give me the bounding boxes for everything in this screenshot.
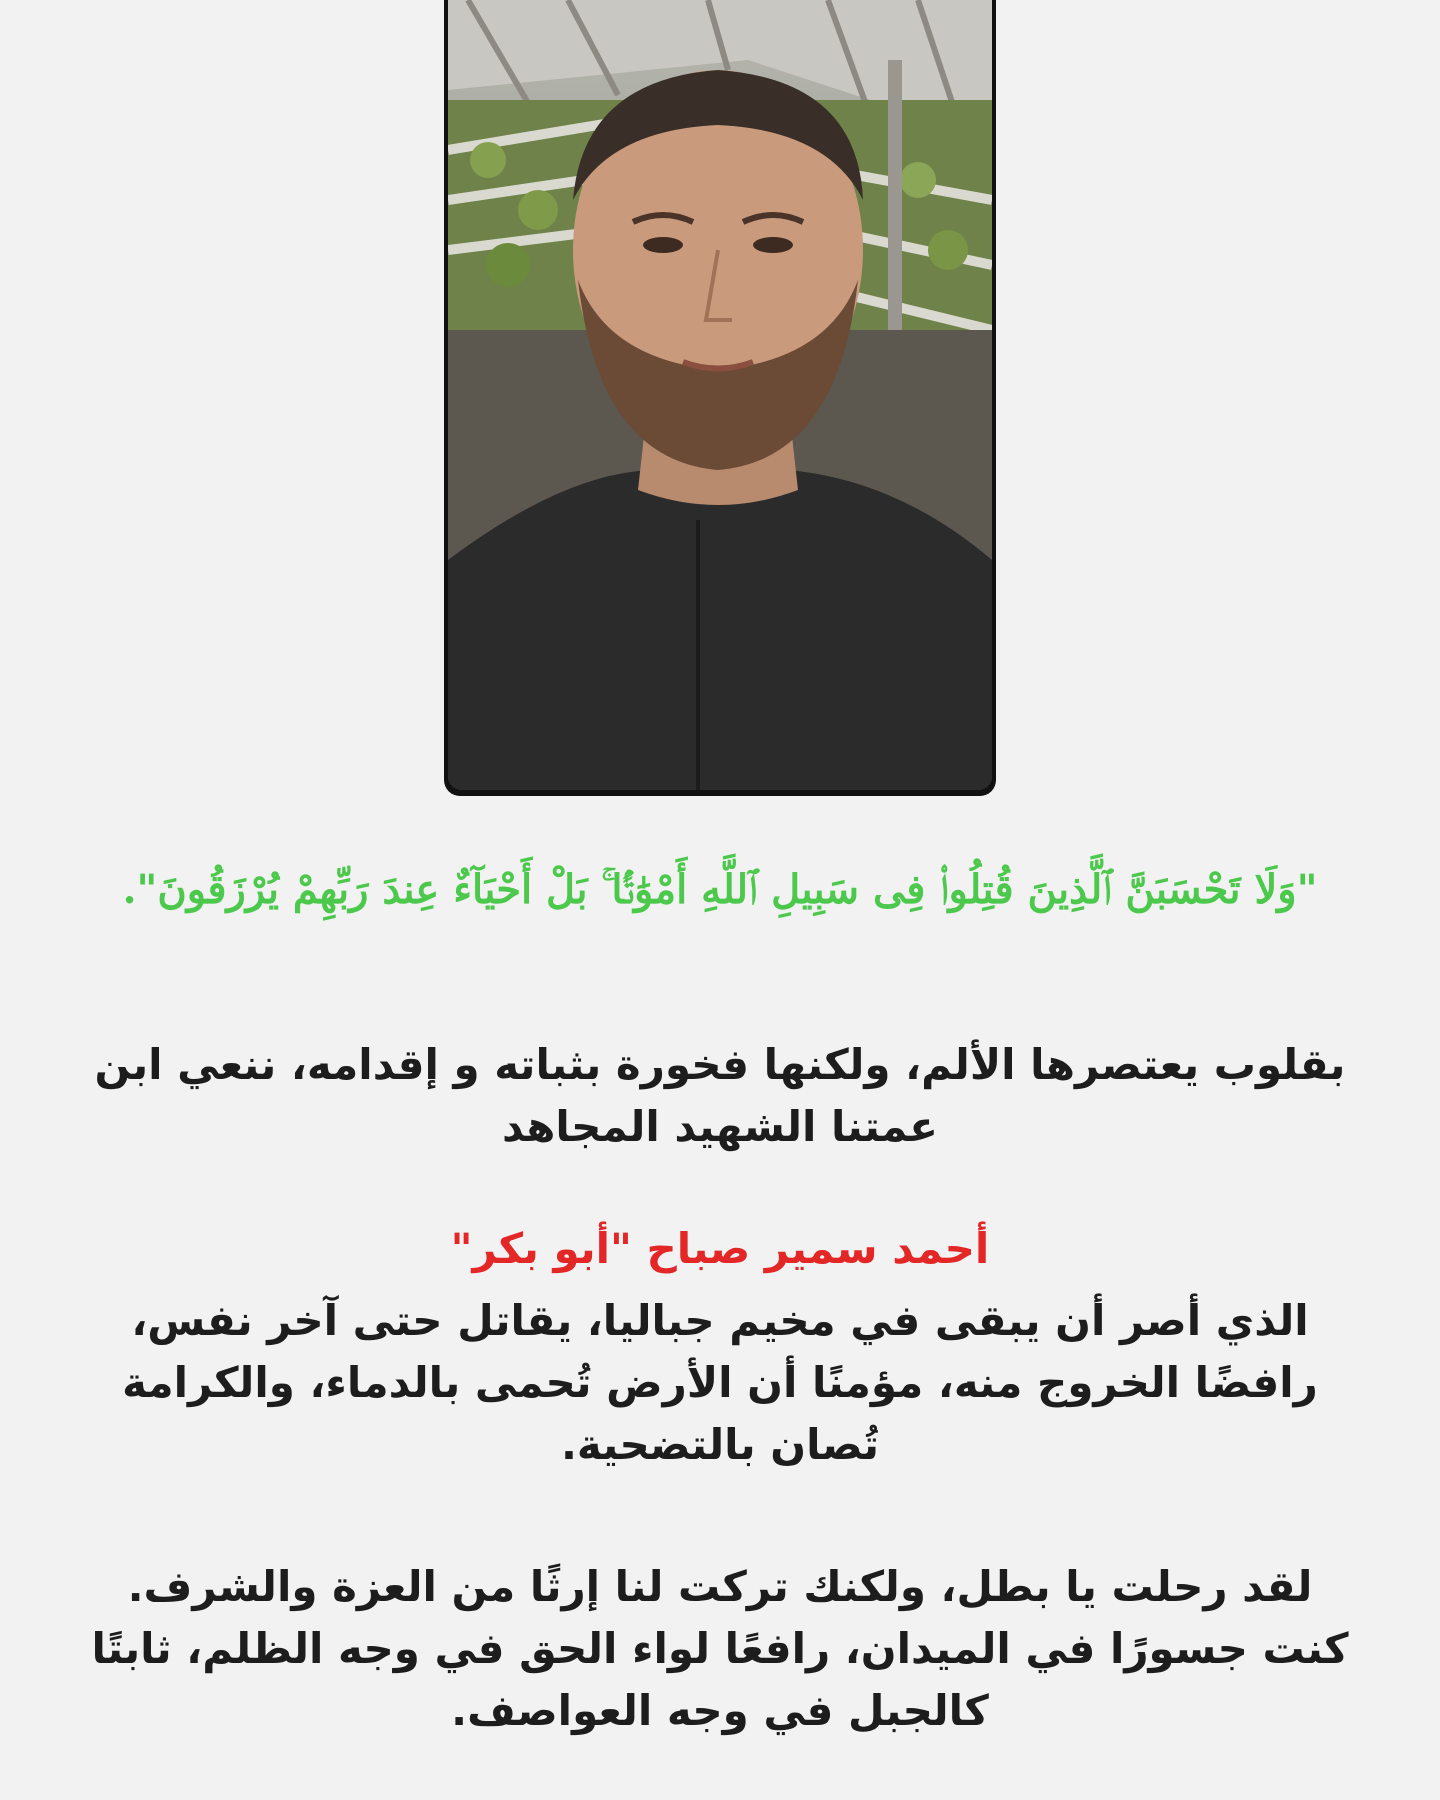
- farewell-paragraph: لقد رحلت يا بطل، ولكنك تركت لنا إرثًا من العزة والشرف. كنت جسورًا في الميدان، رافعًا لواء الحق في وجه الظلم، ثابتًا كالجبل في وجه العواصف.: [91, 1562, 1349, 1735]
- portrait-illustration: [448, 0, 992, 790]
- portrait-image: [448, 0, 992, 790]
- quran-verse: "وَلَا تَحْسَبَنَّ ٱلَّذِينَ قُتِلُوا۟ فِى سَبِيلِ ٱللَّهِ أَمْوَٰتًۢا ۚ بَلْ أَحْيَآءٌ عِندَ رَبِّهِمْ يُرْزَقُونَ".: [122, 866, 1318, 913]
- portrait-photo: [444, 0, 996, 796]
- condolence-intro: بقلوب يعتصرها الألم، ولكنها فخورة بثباته و إقدامه، ننعي ابن عمتنا الشهيد المجاهد: [94, 1040, 1346, 1151]
- tribute-paragraph: الذي أصر أن يبقى في مخيم جباليا، يقاتل حتى آخر نفس، رافضًا الخروج منه، مؤمنًا أن الأرض تُحمى بالدماء، والكرامة تُصان بالتضحية.: [122, 1296, 1318, 1469]
- martyr-name: أحمد سمير صباح "أبو بكر": [450, 1224, 990, 1273]
